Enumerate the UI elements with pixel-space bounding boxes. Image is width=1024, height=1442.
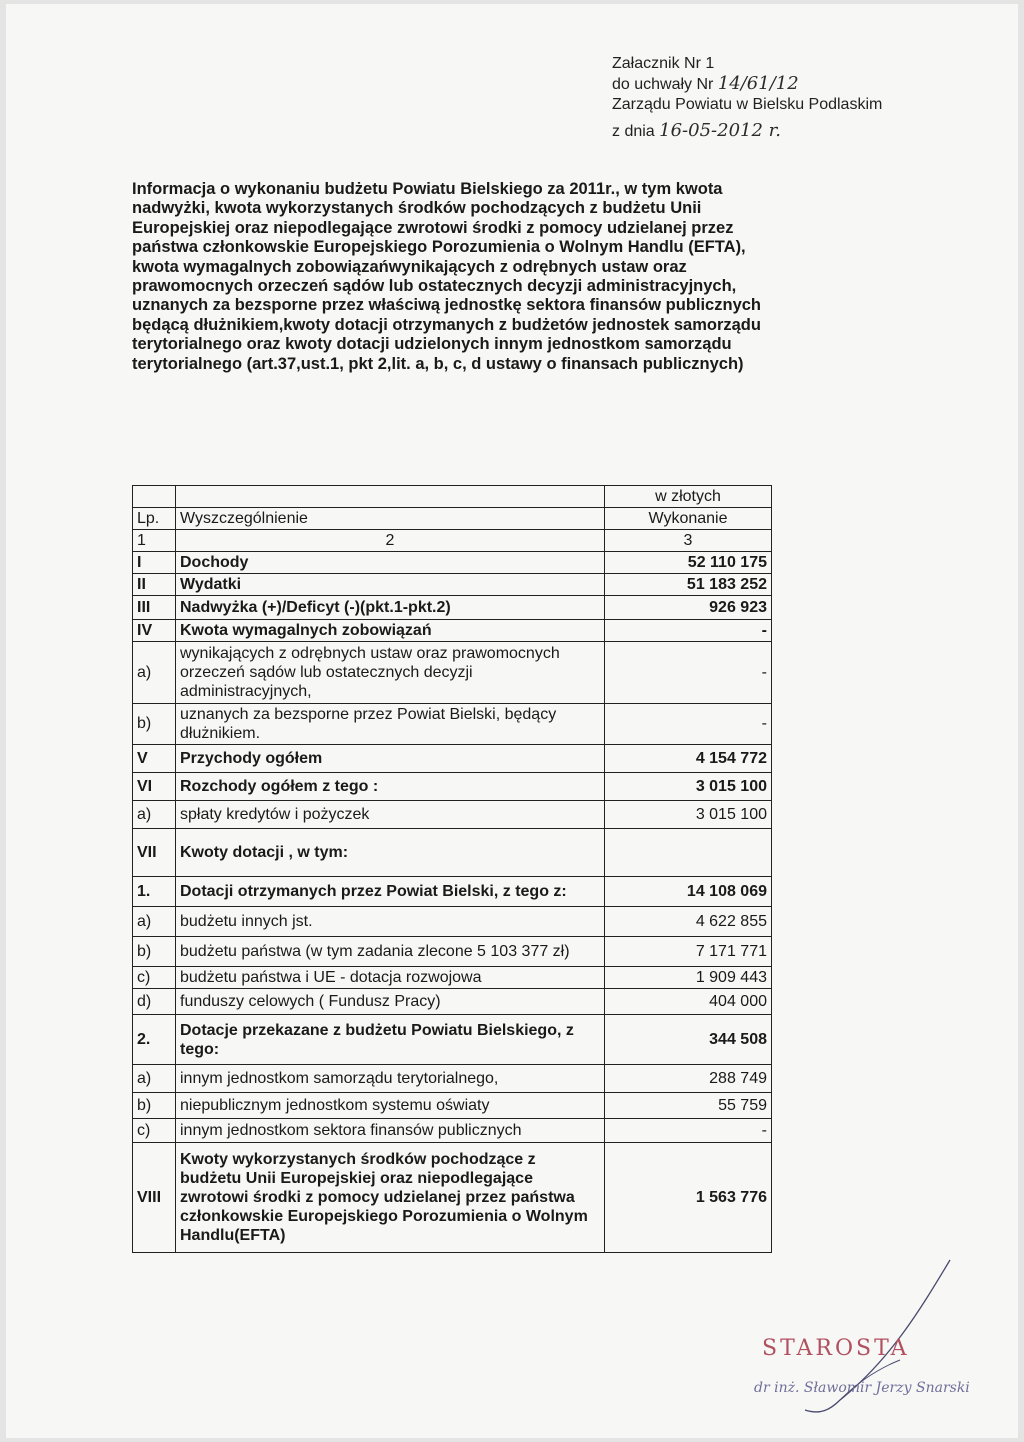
row-number: II — [133, 574, 176, 596]
table-row — [133, 907, 772, 937]
row-value: - — [605, 642, 772, 704]
row-number: a) — [133, 1065, 176, 1093]
row-value: 926 923 — [605, 596, 772, 620]
row-value: 4 154 772 — [605, 745, 772, 773]
row-description: budżetu innych jst. — [176, 907, 605, 937]
row-value: - — [605, 620, 772, 642]
desc-header: Wyszczególnienie — [176, 508, 605, 530]
lp-header: Lp. — [133, 508, 176, 530]
resolution-number: do uchwały Nr 14/61/12 — [612, 73, 799, 94]
row-number: VIII — [133, 1143, 176, 1253]
row-description: spłaty kredytów i pożyczek — [176, 801, 605, 829]
row-number: V — [133, 745, 176, 773]
row-description: Kwota wymagalnych zobowiązań — [176, 620, 605, 642]
table-row — [133, 1065, 772, 1093]
row-description: Kwoty dotacji , w tym: — [176, 829, 605, 877]
row-value: - — [605, 704, 772, 745]
attachment-number: Załacznik Nr 1 — [612, 55, 715, 72]
table-row — [133, 704, 772, 745]
row-value: 3 015 100 — [605, 773, 772, 801]
row-number: b) — [133, 704, 176, 745]
row-description: Przychody ogółem — [176, 745, 605, 773]
table-row — [133, 989, 772, 1015]
row-value: 404 000 — [605, 989, 772, 1015]
attachment-header — [612, 54, 882, 142]
table-row — [133, 642, 772, 704]
document-title: Informacja o wykonaniu budżetu Powiatu Bielskiego za 2011r., w tym kwota nadwyżki, kwota wykorzystanych środków pochodzących z budżetu Unii Europejskiej oraz niepodlegające zwrotowi środki z pomocy udzielanej przez państwa członkowskie Europejskiego Porozumienia o Wolnym Handlu (EFTA), kwota wymagalnych zobowiązańwynikających z odrębnych ustaw oraz prawomocnych orzeczeń sądów lub ostatecznych decyzji administracyjnych, uznanych za bezsporne przez właściwą jednostkę sektora finansów publicznych będącą dłużnikiem,kwoty dotacji otrzymanych z budżetów jednostek samorządu terytorialnego oraz kwoty dotacji udzielonych innym jednostkom samorządu terytorialnego (art.37,ust.1, pkt 2,lit. a, b, c, d ustawy o finansach publicznych) — [132, 180, 761, 373]
table-row — [133, 1143, 772, 1253]
row-value: 1 563 776 — [605, 1143, 772, 1253]
row-description: budżetu państwa i UE - dotacja rozwojowa — [176, 967, 605, 989]
table-row — [133, 967, 772, 989]
unit-row — [133, 486, 772, 508]
row-number: 2. — [133, 1015, 176, 1065]
row-description: Dochody — [176, 552, 605, 574]
table-row — [133, 1119, 772, 1143]
table-row — [133, 829, 772, 877]
row-description: niepublicznym jednostkom systemu oświaty — [176, 1093, 605, 1119]
row-number: III — [133, 596, 176, 620]
row-number: VI — [133, 773, 176, 801]
row-description: Rozchody ogółem z tego : — [176, 773, 605, 801]
row-number: a) — [133, 801, 176, 829]
row-description: innym jednostkom sektora finansów publicznych — [176, 1119, 605, 1143]
table-row — [133, 1093, 772, 1119]
row-value — [605, 829, 772, 877]
row-value: 51 183 252 — [605, 574, 772, 596]
header-row — [133, 508, 772, 530]
table-row — [133, 1015, 772, 1065]
row-value: 344 508 — [605, 1015, 772, 1065]
table-row — [133, 552, 772, 574]
stamp-signatory-name: dr inż. Sławomir Jerzy Snarski — [754, 1380, 970, 1396]
row-value: - — [605, 1119, 772, 1143]
row-number: a) — [133, 907, 176, 937]
row-value: 55 759 — [605, 1093, 772, 1119]
row-description: Kwoty wykorzystanych środków pochodzące z budżetu Unii Europejskiej oraz niepodlegające zwrotowi środki z pomocy udzielanej przez państwa członkowskie Europejskiego Porozumienia o Wolnym Handlu(EFTA) — [176, 1143, 605, 1253]
budget-table — [132, 485, 772, 1253]
row-number: d) — [133, 989, 176, 1015]
table-row — [133, 620, 772, 642]
row-number: IV — [133, 620, 176, 642]
table-row — [133, 574, 772, 596]
row-value: 52 110 175 — [605, 552, 772, 574]
row-description: Nadwyżka (+)/Deficyt (-)(pkt.1-pkt.2) — [176, 596, 605, 620]
row-value: 1 909 443 — [605, 967, 772, 989]
row-number: b) — [133, 937, 176, 967]
row-description: uznanych za bezsporne przez Powiat Bielski, będący dłużnikiem. — [176, 704, 605, 745]
row-number: 1. — [133, 877, 176, 907]
handwritten-resolution-number: 14/61/12 — [717, 73, 799, 94]
row-value: 4 622 855 — [605, 907, 772, 937]
row-description: Dotacje przekazane z budżetu Powiatu Bielskiego, z tego: — [176, 1015, 605, 1065]
row-value: 3 015 100 — [605, 801, 772, 829]
row-description: Dotacji otrzymanych przez Powiat Bielski, z tego z: — [176, 877, 605, 907]
board-name: Zarządu Powiatu w Bielsku Podlaskim — [612, 96, 883, 113]
row-number: VII — [133, 829, 176, 877]
table-row — [133, 877, 772, 907]
table-row — [133, 937, 772, 967]
row-description: Wydatki — [176, 574, 605, 596]
row-value: 7 171 771 — [605, 937, 772, 967]
unit-label: w złotych — [605, 486, 772, 508]
row-description: wynikających z odrębnych ustaw oraz prawomocnych orzeczeń sądów lub ostatecznych decyzji administracyjnych, — [176, 642, 605, 704]
table-row — [133, 745, 772, 773]
row-number: I — [133, 552, 176, 574]
column-number-row: 1 2 3 — [133, 530, 772, 552]
row-description: budżetu państwa (w tym zadania zlecone 5 103 377 zł) — [176, 937, 605, 967]
row-number: c) — [133, 967, 176, 989]
resolution-date: z dnia 16-05-2012 r. — [612, 120, 782, 141]
row-number: b) — [133, 1093, 176, 1119]
official-stamp: STAROSTA — [762, 1336, 910, 1361]
row-number: a) — [133, 642, 176, 704]
row-description: funduszy celowych ( Fundusz Pracy) — [176, 989, 605, 1015]
handwritten-date: 16-05-2012 r. — [659, 120, 782, 141]
row-description: innym jednostkom samorządu terytorialnego, — [176, 1065, 605, 1093]
row-number: c) — [133, 1119, 176, 1143]
row-value: 14 108 069 — [605, 877, 772, 907]
table-row — [133, 801, 772, 829]
table-row — [133, 596, 772, 620]
row-value: 288 749 — [605, 1065, 772, 1093]
table-row — [133, 773, 772, 801]
value-header: Wykonanie — [605, 508, 772, 530]
